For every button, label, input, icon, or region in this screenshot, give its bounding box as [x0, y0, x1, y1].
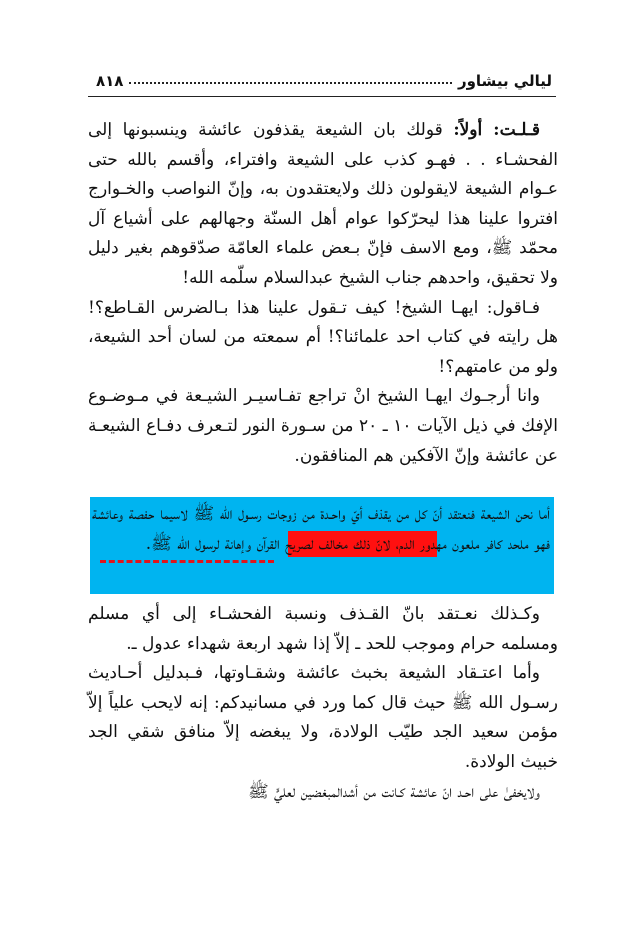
highlighted-part-1: أما نحن الشيعة فنعتقد أنّ كل من يقذف أيّ واحـدة من زوجات رسـول الله ﷺ [193, 504, 550, 524]
paragraph-6-text: وأما اعتـقاد الشيعة بخبث عائشة وشقـاوتها، فـبدليل أحـاديث رسـول الله ﷺ حيث قال كما ورد في مسانيدكم: إنه لايحب علياً إلاّ مؤمن سعيد الجد طيّب الولادة، ولا يبغضه إلاّ منافق شقي الجد خبيث الولادة. [88, 663, 558, 772]
paragraph-7-text: ولايخفىٰ على احـد انّ عائشة كـانت من أشدالمبغضين لعليٍّ ﷺ [248, 781, 540, 802]
text-block-top [88, 116, 558, 471]
paragraph-1-lead: قـلـت: أولاً: [453, 120, 540, 140]
paragraph-3 [88, 382, 558, 471]
paragraph-2-text: فـاقول: ايهـا الشيخ! كيف تـقول علينا هذا بـالضرس القـاطع؟! هل رايته في كتاب احد علمائنا؟! أم سمعته من لسان أحد الشيعة، ولو من عامتهم؟! [88, 297, 558, 377]
paragraph-7 [88, 778, 558, 808]
paragraph-5 [88, 600, 558, 659]
highlighted-paragraph [92, 500, 550, 559]
red-dashed-underline [100, 560, 274, 563]
paragraph-3-text: وانا أرجـوك ايهـا الشيخ انْ تراجع تفـاسيـر الشيـعة في مـوضـوع الإفك في ذيل الآيات ١٠ ـ ٢٠ من سـورة النور لتـعرف دفـاع الشيعـة عن عائشة وإنّ الآفكين هم المنافقون. [88, 386, 559, 466]
paragraph-2 [88, 294, 558, 383]
book-title: ليالي بيشاور [457, 72, 552, 90]
paragraph-5-text: وكـذلك نعـتقد بانّ القـذف ونسبة الفحشـاء إلى أي مسلم ومسلمه حرام وموجب للحد ـ إلاّ إذا شهد اربعة شهداء عدول ـ. [88, 604, 558, 654]
paragraph-1-text: قولك بان الشيعة يقذفون عائشة وينسبونها إلى الفحشـاء . . فهـو كذب على الشيعة وافتراء، وأقسم بالله حتى عـوام الشيعة لايقولون ذلك ولايعتقدون به، وإنّ النواصب والخـوارج افتروا علينا هذا ليحرّكوا عوام أهل السنّة وجهالهم على أشياع آل محمّد ﷺ، ومع الاسف فإنّ بـعض علماء العامّة صدّقوهم بغير دليل ولا تحقيق، واحدهم جناب الشيخ عبدالسلام سلّمه الله! [88, 120, 558, 288]
paragraph-1 [88, 116, 558, 294]
text-block-bottom [88, 600, 558, 807]
highlighted-part-2-red: لاسيما حفصة وعائشة [92, 504, 188, 524]
page-number: ٨١٨ [96, 72, 124, 90]
header-rule [88, 96, 556, 97]
paragraph-6 [88, 659, 558, 777]
highlighted-part-3: فهو ملحد كافر ملعون مهدور الدم، لانّ ذلك مخالف لصريح القرآن وإهانة لرسول الله ﷺ. [145, 533, 550, 554]
header-dot-leader [129, 82, 452, 84]
page-header [88, 68, 556, 94]
